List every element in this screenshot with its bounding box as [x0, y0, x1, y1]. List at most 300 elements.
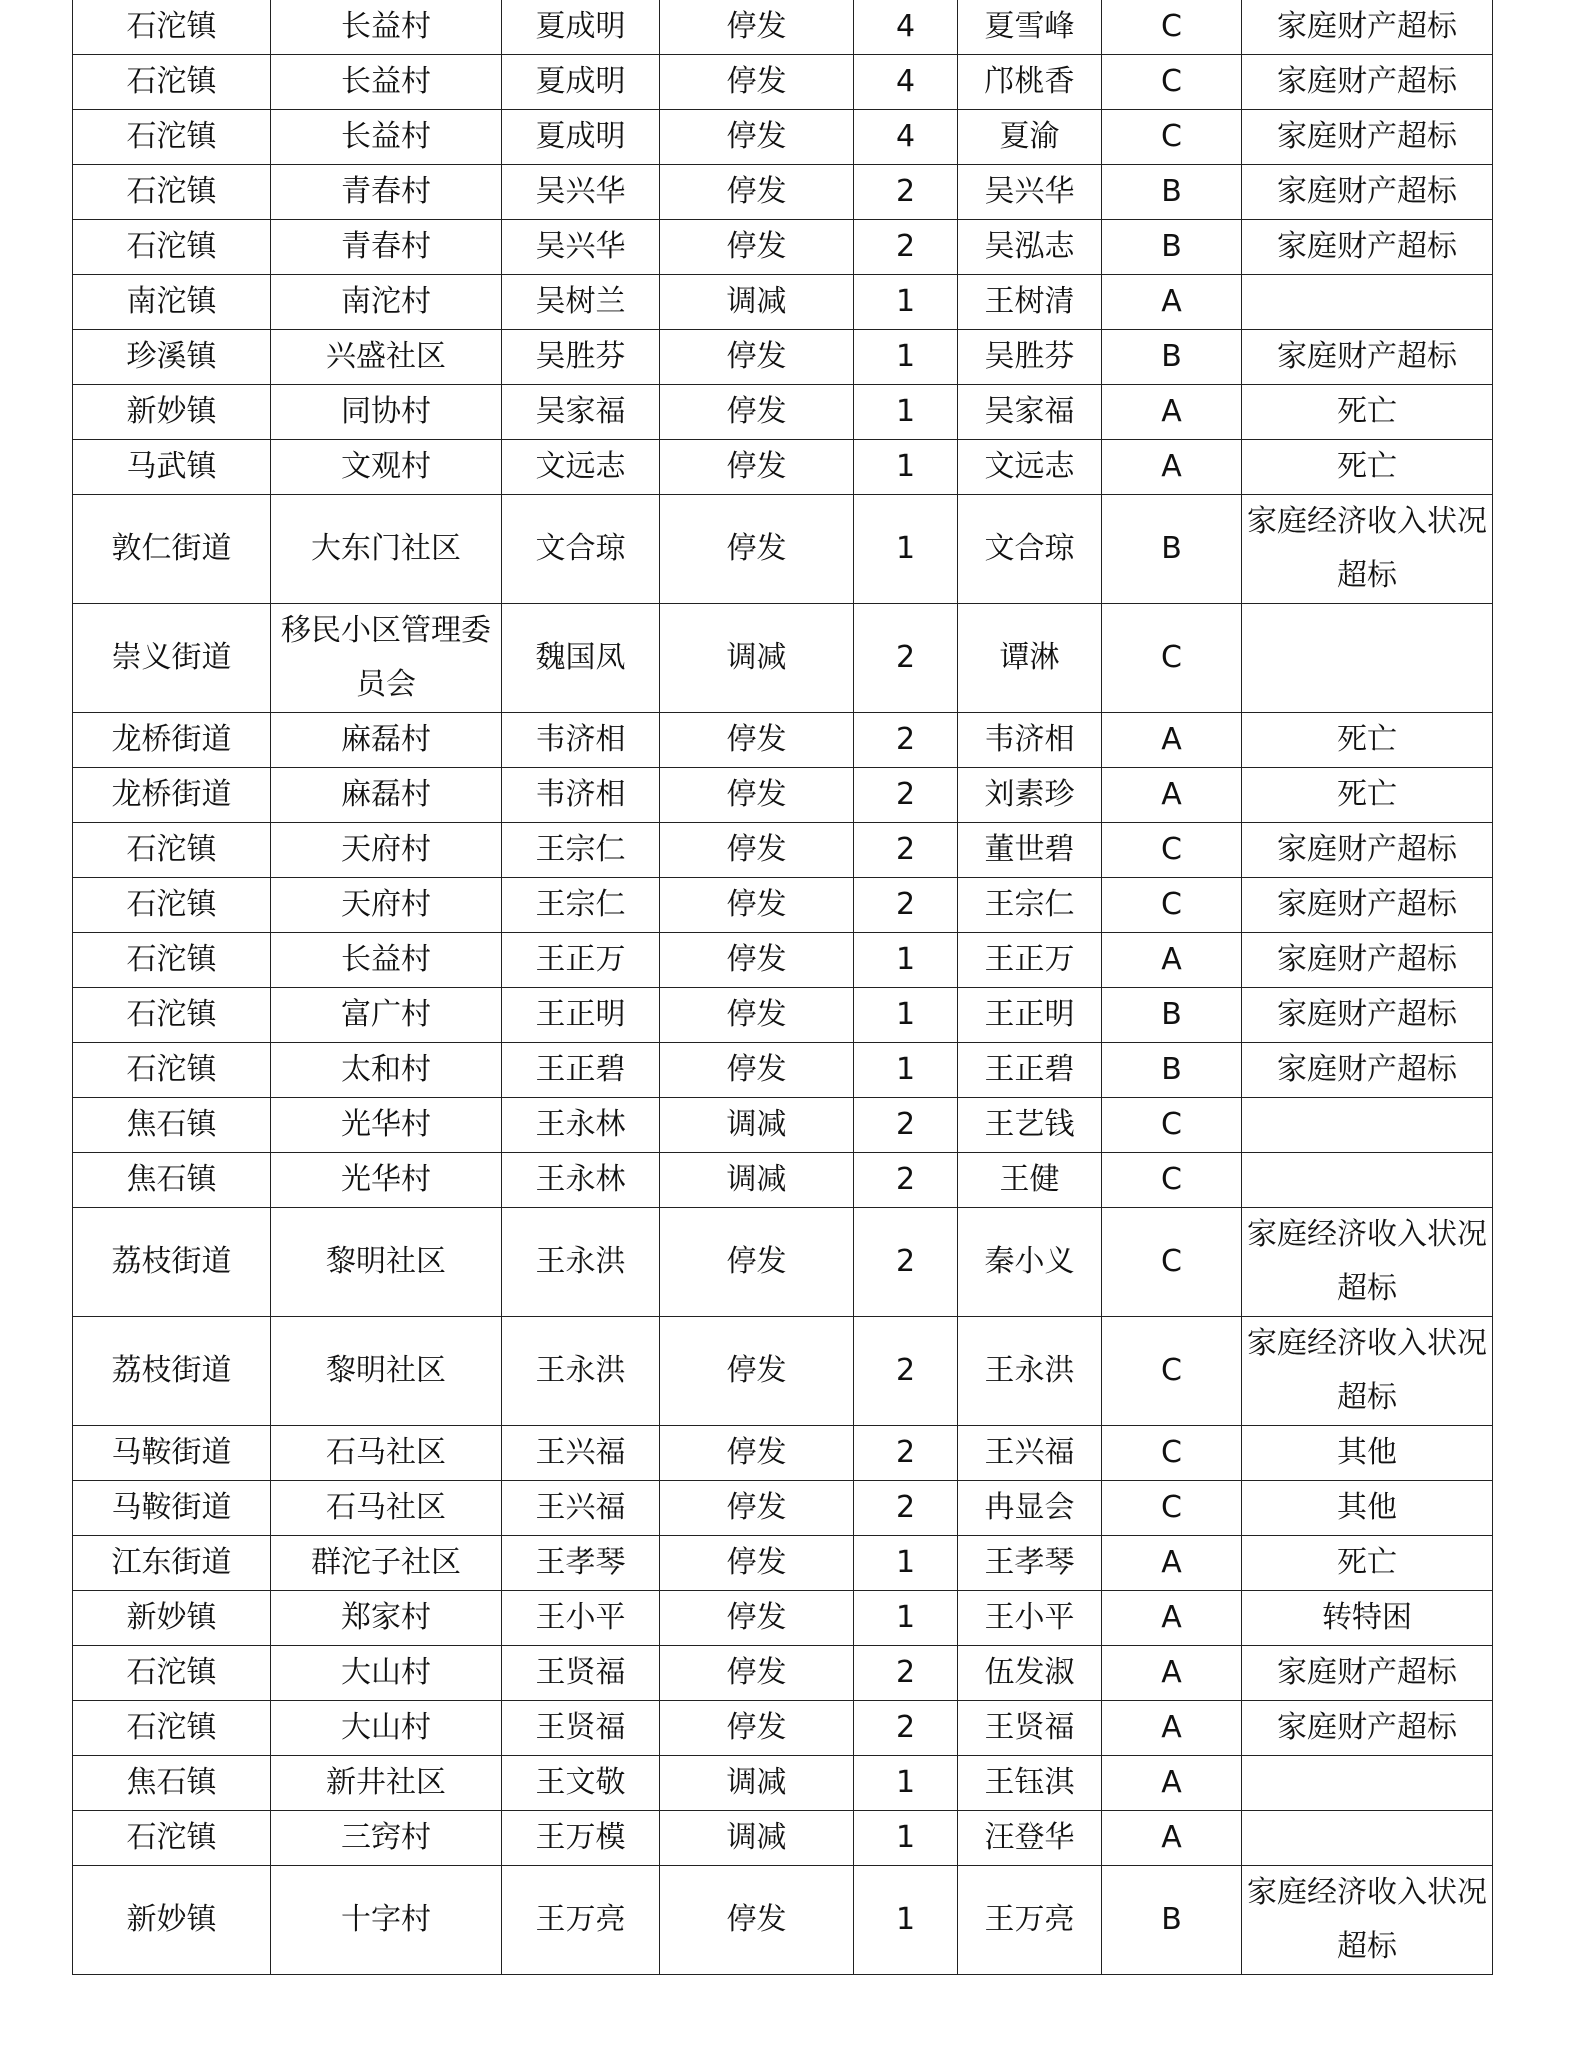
member-name-cell [958, 220, 1102, 275]
reason-cell-text: 家庭经济收入状况超标 [1247, 504, 1487, 593]
reason-cell-text: 家庭财产超标 [1277, 887, 1457, 922]
table-row [73, 1208, 1493, 1317]
category-cell [1102, 330, 1242, 385]
village-cell [271, 1426, 502, 1481]
household-size-cell [854, 55, 958, 110]
household-size-cell [854, 1426, 958, 1481]
village-cell [271, 55, 502, 110]
village-cell-text: 光华村 [341, 1107, 431, 1142]
town-cell [73, 495, 271, 604]
table-row [73, 1646, 1493, 1701]
action-cell-text: 停发 [726, 64, 787, 99]
member-name-cell-text: 夏雪峰 [984, 9, 1075, 44]
member-name-cell [958, 878, 1102, 933]
member-name-cell-text: 董世碧 [984, 832, 1075, 867]
member-name-cell-text: 王树清 [984, 284, 1075, 319]
household-size-cell-text: 2 [895, 832, 916, 867]
reason-cell [1242, 1756, 1493, 1811]
action-cell-text: 停发 [726, 997, 787, 1032]
household-head-cell [502, 768, 660, 823]
member-name-cell [958, 110, 1102, 165]
table-row [73, 713, 1493, 768]
town-cell [73, 220, 271, 275]
member-name-cell-text: 王正碧 [984, 1052, 1075, 1087]
table-row [73, 1153, 1493, 1208]
reason-cell-text: 家庭财产超标 [1277, 1710, 1457, 1745]
town-cell [73, 1208, 271, 1317]
action-cell-text: 停发 [726, 1600, 787, 1635]
household-size-cell-text: 2 [895, 722, 916, 757]
reason-cell [1242, 1317, 1493, 1426]
reason-cell-text: 死亡 [1337, 1545, 1397, 1580]
category-cell [1102, 1098, 1242, 1153]
reason-cell-text: 家庭财产超标 [1277, 339, 1457, 374]
table-row [73, 878, 1493, 933]
reason-cell-text: 家庭经济收入状况超标 [1247, 1875, 1487, 1964]
member-name-cell [958, 1153, 1102, 1208]
village-cell [271, 0, 502, 55]
member-name-cell [958, 495, 1102, 604]
category-cell [1102, 110, 1242, 165]
category-cell [1102, 1481, 1242, 1536]
category-cell-text: B [1161, 229, 1182, 264]
village-cell-text: 麻磊村 [341, 722, 431, 757]
village-cell [271, 604, 502, 713]
category-cell [1102, 0, 1242, 55]
category-cell [1102, 165, 1242, 220]
action-cell [660, 1591, 854, 1646]
town-cell [73, 165, 271, 220]
town-cell [73, 604, 271, 713]
village-cell [271, 933, 502, 988]
category-cell [1102, 1426, 1242, 1481]
household-size-cell-text: 1 [895, 1765, 916, 1800]
member-name-cell-text: 刘素珍 [984, 777, 1075, 812]
village-cell-text: 麻磊村 [341, 777, 431, 812]
reason-cell [1242, 1153, 1493, 1208]
action-cell-text: 停发 [726, 1244, 787, 1279]
reason-cell-text: 其他 [1337, 1435, 1397, 1470]
member-name-cell-text: 夏渝 [999, 119, 1060, 154]
household-head-cell-text: 王永洪 [535, 1244, 626, 1279]
action-cell [660, 495, 854, 604]
household-size-cell-text: 1 [895, 942, 916, 977]
member-name-cell-text: 王健 [999, 1162, 1060, 1197]
category-cell [1102, 823, 1242, 878]
village-cell [271, 768, 502, 823]
household-head-cell [502, 55, 660, 110]
town-cell-text: 珍溪镇 [126, 339, 217, 374]
category-cell [1102, 713, 1242, 768]
household-size-cell-text: 1 [895, 1902, 916, 1937]
category-cell-text: B [1161, 1052, 1182, 1087]
table-row [73, 385, 1493, 440]
town-cell [73, 440, 271, 495]
category-cell-text: A [1161, 942, 1182, 977]
household-size-cell-text: 2 [895, 1162, 916, 1197]
table-row [73, 1098, 1493, 1153]
category-cell [1102, 1317, 1242, 1426]
category-cell-text: B [1161, 339, 1182, 374]
category-cell-text: C [1161, 832, 1182, 867]
household-size-cell [854, 1756, 958, 1811]
village-cell-text: 天府村 [341, 832, 431, 867]
action-cell [660, 933, 854, 988]
reason-cell-text: 家庭财产超标 [1277, 9, 1457, 44]
member-name-cell-text: 王宗仁 [984, 887, 1075, 922]
household-head-cell-text: 王永林 [535, 1107, 626, 1142]
reason-cell-text: 家庭财产超标 [1277, 942, 1457, 977]
household-size-cell-text: 1 [895, 997, 916, 1032]
member-name-cell-text: 王钰淇 [984, 1765, 1075, 1800]
village-cell-text: 同协村 [341, 394, 431, 429]
member-name-cell [958, 1481, 1102, 1536]
household-head-cell [502, 604, 660, 713]
town-cell [73, 1043, 271, 1098]
household-size-cell-text: 2 [895, 1244, 916, 1279]
village-cell [271, 1043, 502, 1098]
town-cell [73, 878, 271, 933]
village-cell [271, 1481, 502, 1536]
action-cell [660, 713, 854, 768]
member-name-cell-text: 邝桃香 [984, 64, 1075, 99]
category-cell-text: C [1161, 1162, 1182, 1197]
table-row [73, 933, 1493, 988]
household-size-cell-text: 4 [895, 9, 916, 44]
village-cell-text: 石马社区 [326, 1435, 446, 1470]
category-cell-text: A [1161, 722, 1182, 757]
town-cell-text: 南沱镇 [126, 284, 217, 319]
household-head-cell-text: 魏国凤 [535, 640, 626, 675]
town-cell [73, 110, 271, 165]
village-cell [271, 165, 502, 220]
category-cell [1102, 440, 1242, 495]
town-cell-text: 焦石镇 [126, 1765, 217, 1800]
action-cell-text: 调减 [726, 284, 787, 319]
village-cell-text: 移民小区管理委员会 [281, 613, 491, 702]
table-row [73, 1317, 1493, 1426]
town-cell [73, 1866, 271, 1975]
category-cell [1102, 55, 1242, 110]
village-cell-text: 黎明社区 [326, 1353, 446, 1388]
town-cell-text: 马鞍街道 [111, 1435, 232, 1470]
household-size-cell-text: 2 [895, 640, 916, 675]
table-row [73, 1811, 1493, 1866]
action-cell [660, 1646, 854, 1701]
table-row [73, 440, 1493, 495]
reason-cell-text: 死亡 [1337, 777, 1397, 812]
household-size-cell [854, 1481, 958, 1536]
household-size-cell [854, 713, 958, 768]
household-size-cell-text: 1 [895, 531, 916, 566]
action-cell [660, 604, 854, 713]
reason-cell-text: 家庭财产超标 [1277, 174, 1457, 209]
household-head-cell-text: 王万模 [535, 1820, 626, 1855]
table-row [73, 165, 1493, 220]
household-size-cell [854, 1043, 958, 1098]
town-cell [73, 1426, 271, 1481]
reason-cell-text: 家庭财产超标 [1277, 1052, 1457, 1087]
village-cell [271, 1317, 502, 1426]
household-head-cell [502, 385, 660, 440]
category-cell [1102, 988, 1242, 1043]
household-head-cell-text: 王兴福 [535, 1435, 626, 1470]
category-cell-text: A [1161, 1765, 1182, 1800]
village-cell-text: 十字村 [341, 1902, 431, 1937]
action-cell-text: 停发 [726, 1545, 787, 1580]
reason-cell [1242, 713, 1493, 768]
category-cell-text: A [1161, 1655, 1182, 1690]
category-cell [1102, 1701, 1242, 1756]
reason-cell-text: 死亡 [1337, 394, 1397, 429]
household-head-cell [502, 220, 660, 275]
member-name-cell-text: 冉显会 [984, 1490, 1075, 1525]
table-row [73, 275, 1493, 330]
town-cell-text: 崇义街道 [111, 640, 232, 675]
village-cell [271, 1591, 502, 1646]
member-name-cell-text: 秦小义 [984, 1244, 1075, 1279]
member-name-cell [958, 1098, 1102, 1153]
village-cell [271, 1701, 502, 1756]
town-cell [73, 1756, 271, 1811]
village-cell [271, 713, 502, 768]
village-cell [271, 1098, 502, 1153]
household-head-cell-text: 夏成明 [535, 9, 626, 44]
action-cell [660, 1536, 854, 1591]
reason-cell [1242, 933, 1493, 988]
village-cell [271, 110, 502, 165]
household-head-cell-text: 王文敬 [535, 1765, 626, 1800]
household-size-cell-text: 2 [895, 887, 916, 922]
category-cell [1102, 1208, 1242, 1317]
action-cell-text: 调减 [726, 1107, 787, 1142]
member-name-cell-text: 王贤福 [984, 1710, 1075, 1745]
table-row [73, 1701, 1493, 1756]
action-cell-text: 停发 [726, 1710, 787, 1745]
action-cell [660, 1098, 854, 1153]
category-cell [1102, 1536, 1242, 1591]
town-cell-text: 新妙镇 [126, 394, 217, 429]
household-head-cell-text: 王永洪 [535, 1353, 626, 1388]
village-cell-text: 长益村 [341, 942, 431, 977]
member-name-cell-text: 王正明 [984, 997, 1075, 1032]
table-row [73, 110, 1493, 165]
household-head-cell-text: 王宗仁 [535, 832, 626, 867]
action-cell [660, 1866, 854, 1975]
reason-cell-text: 家庭经济收入状况超标 [1247, 1326, 1487, 1415]
household-head-cell [502, 1646, 660, 1701]
category-cell-text: C [1161, 1353, 1182, 1388]
town-cell-text: 石沱镇 [126, 1655, 217, 1690]
household-size-cell [854, 1536, 958, 1591]
household-head-cell-text: 王小平 [535, 1600, 626, 1635]
action-cell [660, 1756, 854, 1811]
town-cell-text: 石沱镇 [126, 887, 217, 922]
household-head-cell [502, 1701, 660, 1756]
town-cell-text: 新妙镇 [126, 1902, 217, 1937]
household-head-cell [502, 1481, 660, 1536]
household-head-cell-text: 王贤福 [535, 1655, 626, 1690]
household-head-cell [502, 1811, 660, 1866]
member-name-cell-text: 王小平 [984, 1600, 1075, 1635]
household-size-cell [854, 165, 958, 220]
town-cell-text: 荔枝街道 [111, 1353, 232, 1388]
member-name-cell [958, 1591, 1102, 1646]
village-cell-text: 文观村 [341, 449, 431, 484]
household-head-cell-text: 夏成明 [535, 64, 626, 99]
member-name-cell [958, 823, 1102, 878]
household-head-cell [502, 988, 660, 1043]
household-head-cell-text: 文合琼 [535, 531, 626, 566]
household-size-cell [854, 988, 958, 1043]
reason-cell [1242, 1481, 1493, 1536]
action-cell-text: 停发 [726, 119, 787, 154]
household-size-cell [854, 385, 958, 440]
household-size-cell-text: 2 [895, 1353, 916, 1388]
household-head-cell [502, 1591, 660, 1646]
household-size-cell [854, 823, 958, 878]
table-row [73, 1536, 1493, 1591]
category-cell-text: A [1161, 1710, 1182, 1745]
household-head-cell [502, 1153, 660, 1208]
member-name-cell [958, 1317, 1102, 1426]
village-cell [271, 220, 502, 275]
category-cell-text: A [1161, 777, 1182, 812]
action-cell [660, 988, 854, 1043]
category-cell [1102, 1866, 1242, 1975]
action-cell [660, 110, 854, 165]
household-head-cell [502, 823, 660, 878]
household-head-cell-text: 吴树兰 [535, 284, 626, 319]
member-name-cell [958, 385, 1102, 440]
action-cell [660, 220, 854, 275]
household-size-cell [854, 768, 958, 823]
town-cell-text: 石沱镇 [126, 942, 217, 977]
household-head-cell-text: 王万亮 [535, 1902, 626, 1937]
action-cell [660, 385, 854, 440]
member-name-cell-text: 谭淋 [999, 640, 1060, 675]
action-cell-text: 调减 [726, 1765, 787, 1800]
household-size-cell-text: 2 [895, 1490, 916, 1525]
household-size-cell [854, 1153, 958, 1208]
town-cell-text: 石沱镇 [126, 9, 217, 44]
household-size-cell-text: 1 [895, 284, 916, 319]
household-head-cell [502, 1317, 660, 1426]
village-cell [271, 1153, 502, 1208]
category-cell [1102, 1591, 1242, 1646]
household-size-cell-text: 1 [895, 1052, 916, 1087]
reason-cell-text: 死亡 [1337, 449, 1397, 484]
member-name-cell [958, 165, 1102, 220]
household-head-cell [502, 110, 660, 165]
town-cell [73, 330, 271, 385]
village-cell-text: 石马社区 [326, 1490, 446, 1525]
category-cell-text: C [1161, 64, 1182, 99]
household-size-cell-text: 4 [895, 119, 916, 154]
reason-cell [1242, 1043, 1493, 1098]
reason-cell [1242, 55, 1493, 110]
category-cell-text: C [1161, 1244, 1182, 1279]
town-cell-text: 新妙镇 [126, 1600, 217, 1635]
category-cell-text: A [1161, 1600, 1182, 1635]
household-head-cell [502, 713, 660, 768]
village-cell-text: 三窍村 [341, 1820, 431, 1855]
reason-cell-text: 转特困 [1322, 1600, 1412, 1635]
action-cell-text: 调减 [726, 1820, 787, 1855]
household-size-cell [854, 110, 958, 165]
member-name-cell [958, 988, 1102, 1043]
household-head-cell-text: 韦济相 [535, 722, 626, 757]
category-cell [1102, 933, 1242, 988]
category-cell [1102, 878, 1242, 933]
member-name-cell-text: 王永洪 [984, 1353, 1075, 1388]
action-cell [660, 1153, 854, 1208]
reason-cell-text: 家庭财产超标 [1277, 229, 1457, 264]
town-cell-text: 荔枝街道 [111, 1244, 232, 1279]
category-cell-text: A [1161, 1820, 1182, 1855]
action-cell-text: 停发 [726, 1655, 787, 1690]
category-cell-text: A [1161, 284, 1182, 319]
table-row [73, 0, 1493, 55]
household-size-cell [854, 275, 958, 330]
category-cell [1102, 1646, 1242, 1701]
member-name-cell [958, 604, 1102, 713]
household-head-cell [502, 275, 660, 330]
household-head-cell-text: 吴兴华 [535, 229, 626, 264]
action-cell [660, 1811, 854, 1866]
reason-cell [1242, 988, 1493, 1043]
household-head-cell [502, 495, 660, 604]
action-cell [660, 1208, 854, 1317]
household-head-cell [502, 440, 660, 495]
action-cell [660, 1317, 854, 1426]
reason-cell-text: 家庭经济收入状况超标 [1247, 1217, 1487, 1306]
category-cell-text: C [1161, 1490, 1182, 1525]
action-cell-text: 停发 [726, 449, 787, 484]
action-cell-text: 停发 [726, 339, 787, 374]
household-head-cell [502, 1756, 660, 1811]
category-cell-text: B [1161, 997, 1182, 1032]
household-size-cell-text: 2 [895, 777, 916, 812]
action-cell-text: 停发 [726, 1902, 787, 1937]
village-cell [271, 275, 502, 330]
reason-cell-text: 家庭财产超标 [1277, 119, 1457, 154]
reason-cell-text: 家庭财产超标 [1277, 64, 1457, 99]
member-name-cell [958, 1811, 1102, 1866]
household-head-cell [502, 1043, 660, 1098]
household-size-cell [854, 495, 958, 604]
action-cell-text: 停发 [726, 1052, 787, 1087]
member-name-cell-text: 汪登华 [984, 1820, 1075, 1855]
action-cell [660, 440, 854, 495]
action-cell-text: 停发 [726, 531, 787, 566]
action-cell [660, 878, 854, 933]
village-cell-text: 青春村 [341, 229, 431, 264]
household-size-cell [854, 330, 958, 385]
record-table [72, 0, 1493, 1975]
household-size-cell [854, 220, 958, 275]
village-cell-text: 黎明社区 [326, 1244, 446, 1279]
town-cell [73, 988, 271, 1043]
household-size-cell [854, 1591, 958, 1646]
town-cell [73, 1317, 271, 1426]
town-cell-text: 龙桥街道 [111, 722, 232, 757]
village-cell [271, 988, 502, 1043]
town-cell-text: 石沱镇 [126, 174, 217, 209]
household-head-cell [502, 1426, 660, 1481]
member-name-cell-text: 王万亮 [984, 1902, 1075, 1937]
household-head-cell-text: 夏成明 [535, 119, 626, 154]
